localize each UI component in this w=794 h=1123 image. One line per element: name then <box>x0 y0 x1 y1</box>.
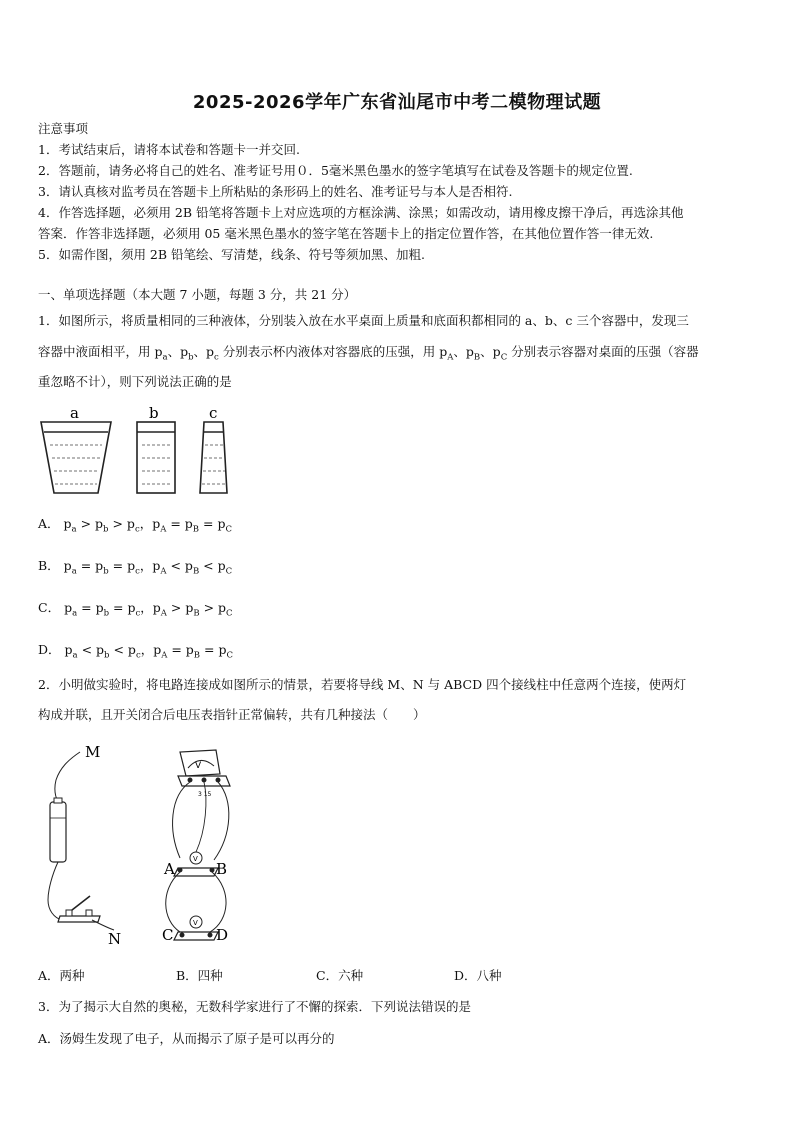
q3-option-a[interactable]: A．汤姆生发现了电子，从而揭示了原子是可以再分的 <box>38 1031 335 1046</box>
q1-text-line2: 容器中液面相平，用 $p_a$、$p_b$、$p_c$ 分别表示杯内液体对容器底的压强，用 $p_A$、$p_B$、$p_C$ 分别表示容器对桌面的压强（容器 <box>38 344 699 363</box>
page-title: 2025-2026学年广东省汕尾市中考二模物理试题 <box>192 92 602 113</box>
container-b <box>137 422 175 493</box>
notice-item-3: 3．请认真核对监考员在答题卡上所粘贴的条形码上的姓名、准考证号与本人是否相符. <box>38 184 513 199</box>
notice-item-5: 5．如需作图，须用 2B 铅笔绘、写清楚，线条、符号等须加黑、加粗. <box>38 247 426 262</box>
label-n: N <box>108 930 122 948</box>
notice-item-4-cont: 答案．作答非选择题，必须用 05 毫米黑色墨水的签字笔在答题卡上的指定位置作答，在其他位置作答一律无效. <box>38 226 654 241</box>
q2-text-line2: 构成并联，且开关闭合后电压表指针正常偏转，共有几种接法（ ） <box>38 707 426 722</box>
q1-text-line3: 重忽略不计），则下列说法正确的是 <box>38 374 232 389</box>
q2-circuit-figure <box>38 740 248 950</box>
lamp-upper-icon <box>174 852 218 876</box>
q2-option-d[interactable]: D．八种 <box>454 968 502 983</box>
notice-heading: 注意事项 <box>38 121 89 136</box>
notice-item-2: 2．答题前，请务必将自己的姓名、准考证号用０．5毫米黑色墨水的签字笔填写在试卷及答题卡的规定位置. <box>38 163 633 178</box>
notice-item-1: 1．考试结束后，请将本试卷和答题卡一并交回. <box>38 142 300 157</box>
container-a <box>41 422 111 493</box>
q1-option-b[interactable]: B． $p_a = p_b = p_c$，$p_A < p_B < p_C$ <box>38 558 233 577</box>
voltmeter-scale: 3 15 <box>198 791 212 798</box>
q2-text-line1: 2．小明做实验时，将电路连接成如图所示的情景，若要将导线 M、N 与 ABCD 四个接线柱中任意两个连接，使两灯 <box>38 677 687 692</box>
label-c: C <box>162 926 174 944</box>
label-m: M <box>85 743 101 761</box>
voltmeter-v-label: V <box>195 761 202 771</box>
q1-option-d[interactable]: D． $p_a < p_b < p_c$，$p_A = p_B = p_C$ <box>38 642 233 661</box>
battery-icon <box>50 798 66 862</box>
q2-option-c[interactable]: C．六种 <box>316 968 364 983</box>
label-a: A <box>164 860 175 878</box>
lamp-lower-v: V <box>193 919 198 927</box>
section-heading: 一、单项选择题（本大题 7 小题，每题 3 分，共 21 分） <box>38 287 357 302</box>
container-c <box>200 422 227 493</box>
q2-option-a[interactable]: A．两种 <box>38 968 85 983</box>
notice-item-4: 4．作答选择题，必须用 2B 铅笔将答题卡上对应选项的方框涂满、涂黑；如需改动，请用橡皮擦干净后，再选涂其他 <box>38 205 684 220</box>
lamp-upper-v: V <box>193 855 198 863</box>
q1-option-a[interactable]: A． $p_a > p_b > p_c$，$p_A = p_B = p_C$ <box>38 516 232 535</box>
label-b: B <box>216 860 228 878</box>
label-d: D <box>216 926 229 944</box>
q3-text-line1: 3．为了揭示大自然的奥秘，无数科学家进行了不懈的探索．下列说法错误的是 <box>38 999 471 1014</box>
q1-containers-figure <box>36 400 246 500</box>
container-label-b: b <box>149 404 159 422</box>
q2-option-b[interactable]: B．四种 <box>176 968 223 983</box>
switch-icon <box>58 896 100 922</box>
lamp-lower-icon <box>174 916 218 940</box>
container-label-a: a <box>70 404 79 422</box>
container-label-c: c <box>209 404 218 422</box>
voltmeter-icon <box>178 750 230 798</box>
q1-text-line1: 1．如图所示，将质量相同的三种液体，分别装入放在水平桌面上质量和底面积都相同的 a、b、c 三个容器中，发现三 <box>38 313 689 328</box>
q1-option-c[interactable]: C． $p_a = p_b = p_c$，$p_A > p_B > p_C$ <box>38 600 233 619</box>
